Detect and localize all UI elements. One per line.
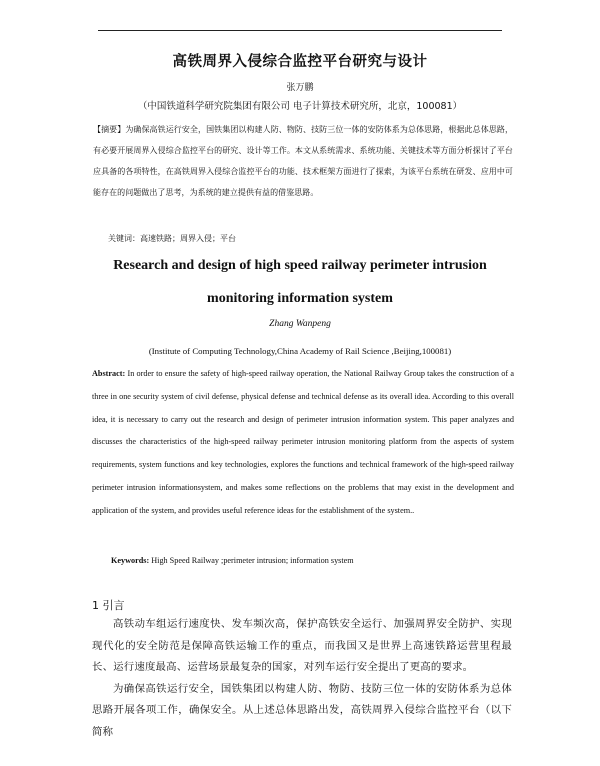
english-abstract-text: In order to ensure the safety of high-speed railway operation, the National Railway Group takes the construction of a three in one security system of civil defense, physical defense and technical defense as its overall idea. According to this overall idea, it is necessary to carry out the research and design of perimeter intrusion information system. This paper analyzes and discusses the characteristics of the high-speed railway perimeter intrusion monitoring platform from the aspects of system requirements, system functions and key technologies, explores the functions and technical framework of the high-speed railway perimeter intrusion informationsystem, and makes some reflections on the problems that may exist in the development and application of the system, and provides useful reference ideas for the establishment of the system.. (92, 369, 514, 515)
english-keywords (111, 556, 511, 565)
chinese-affiliation: （中国铁道科学研究院集团有限公司 电子计算技术研究所，北京，100081） (137, 101, 463, 112)
chinese-abstract-label: 【摘要】 (93, 125, 126, 134)
body-paragraph: 高铁动车组运行速度快、发车频次高，保护高铁安全运行、加强周界安全防护、实现现代化的安全防范是保障高铁运输工作的重点，而我国又是世界上高速铁路运营里程最长、运行速度最高、运营场景最复杂的国家，对列车运行安全提出了更高的要求。 (92, 618, 512, 673)
english-title-line-2: monitoring information system (207, 291, 393, 306)
english-author: Zhang Wanpeng (269, 319, 331, 329)
chinese-keywords (108, 233, 528, 244)
chinese-title: 高铁周界入侵综合监控平台研究与设计 (172, 54, 428, 70)
chinese-author: 张万鹏 (286, 83, 314, 93)
section-heading: 1 引言 (92, 599, 125, 612)
chinese-abstract-text: 为确保高铁运行安全，国铁集团以构建人防、物防、技防三位一体的安防体系为总体思路，根据此总体思路，有必要开展周界入侵综合监控平台的研究、设计等工作。本文从系统需求、系统功能、关键技术等方面分析探讨了平台应具备的各项特性，在高铁周界入侵综合监控平台的功能、技术框架方面进行了探索，为该平台系统在研发、应用中可能存在的问题做出了思考，为系统的建立提供有益的借鉴思路。 (93, 125, 513, 197)
header-rule (98, 30, 502, 31)
body-paragraph: 为确保高铁运行安全，国铁集团以构建人防、物防、技防三位一体的安防体系为总体思路开展各项工作，确保安全。从上述总体思路出发，高铁周界入侵综合监控平台（以下简称 (92, 682, 512, 738)
chinese-keywords-label: 关键词： (108, 234, 140, 243)
chinese-abstract (93, 119, 513, 203)
chinese-keywords-text: 高速铁路；周界入侵；平台 (140, 234, 236, 243)
english-affiliation: (Institute of Computing Technology,China Academy of Rail Science ,Beijing,100081) (148, 346, 452, 356)
section-body (92, 614, 512, 743)
english-keywords-text: High Speed Railway ;perimeter intrusion; information system (149, 556, 354, 565)
english-abstract-label: Abstract: (92, 369, 126, 378)
english-title-line-1: Research and design of high speed railway perimeter intrusion (113, 258, 487, 273)
english-keywords-label: Keywords: (111, 556, 150, 565)
english-abstract (92, 363, 514, 523)
